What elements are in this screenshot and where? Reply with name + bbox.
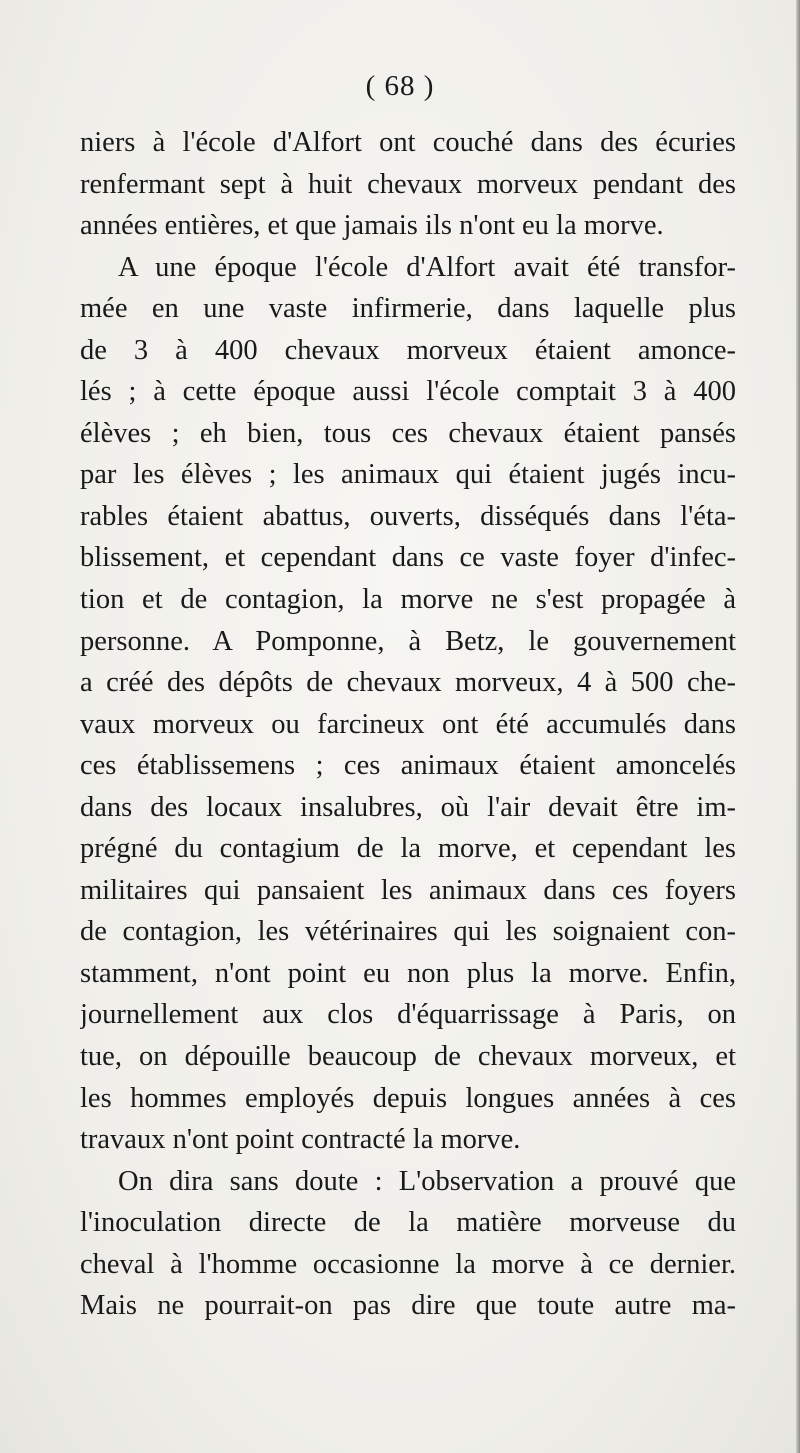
- page-number: ( 68 ): [365, 70, 435, 102]
- text-line: renfermant sept à huit chevaux morveux pendant des: [80, 168, 736, 200]
- text-line: rables étaient abattus, ouverts, disséqués dans l'éta-: [80, 500, 736, 532]
- text-line: a créé des dépôts de chevaux morveux, 4 à 500 che-: [80, 667, 736, 699]
- text-line: par les élèves ; les animaux qui étaient jugés incu-: [80, 459, 736, 491]
- text-line: de contagion, les vétérinaires qui les soignaient con-: [80, 916, 736, 948]
- text-line: tue, on dépouille beaucoup de chevaux morveux, et: [80, 1041, 736, 1073]
- text-line: lés ; à cette époque aussi l'école comptait 3 à 400: [80, 376, 736, 408]
- text-line: On dira sans doute : L'observation a prouvé que: [118, 1165, 736, 1197]
- text-line: militaires qui pansaient les animaux dans ces foyers: [80, 874, 736, 906]
- page-edge-shadow: [796, 0, 800, 1453]
- text-line: travaux n'ont point contracté la morve.: [80, 1124, 521, 1156]
- body-text: [80, 122, 736, 1327]
- text-line: stamment, n'ont point eu non plus la morve. Enfin,: [80, 957, 736, 989]
- text-line: tion et de contagion, la morve ne s'est propagée à: [80, 584, 736, 616]
- text-line: vaux morveux ou farcineux ont été accumulés dans: [80, 708, 736, 740]
- text-line: ces établissemens ; ces animaux étaient amoncelés: [80, 750, 736, 782]
- text-line: cheval à l'homme occasionne la morve à ce dernier.: [80, 1248, 736, 1280]
- text-line: A une époque l'école d'Alfort avait été transfor-: [118, 251, 736, 283]
- text-line: personne. A Pomponne, à Betz, le gouvernement: [80, 625, 736, 657]
- text-line: journellement aux clos d'équarrissage à Paris, on: [80, 999, 736, 1031]
- text-line: années entières, et que jamais ils n'ont eu la morve.: [80, 210, 664, 242]
- text-line: prégné du contagium de la morve, et cependant les: [80, 833, 736, 865]
- text-line: Mais ne pourrait-on pas dire que toute autre ma-: [80, 1290, 736, 1322]
- text-line: dans des locaux insalubres, où l'air devait être im-: [80, 791, 736, 823]
- text-line: mée en une vaste infirmerie, dans laquelle plus: [80, 293, 736, 325]
- text-line: de 3 à 400 chevaux morveux étaient amonce-: [80, 334, 736, 366]
- text-line: blissement, et cependant dans ce vaste foyer d'infec-: [80, 542, 736, 574]
- text-line: niers à l'école d'Alfort ont couché dans des écuries: [80, 127, 736, 158]
- text-line: l'inoculation directe de la matière morveuse du: [80, 1207, 736, 1239]
- text-line: les hommes employés depuis longues années à ces: [80, 1082, 736, 1114]
- text-line: élèves ; eh bien, tous ces chevaux étaient pansés: [80, 417, 736, 449]
